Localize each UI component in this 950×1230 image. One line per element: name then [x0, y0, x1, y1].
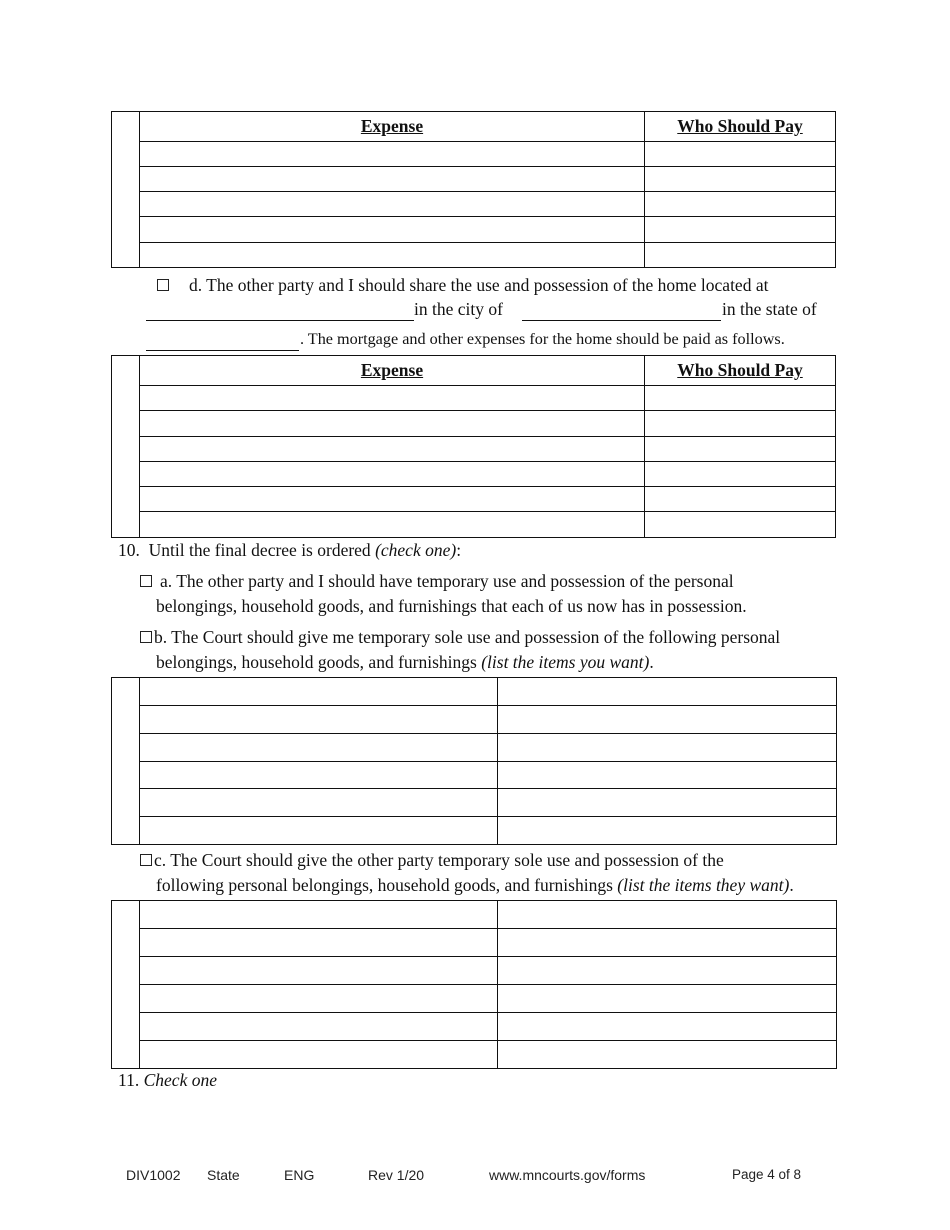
item-cell[interactable] [140, 706, 498, 734]
payer-cell[interactable] [645, 437, 836, 462]
item-10b-line2 [156, 654, 654, 672]
in-city-label: in the city of [414, 299, 503, 319]
item-10-colon: : [456, 540, 462, 560]
item-10b-line1: b. The Court should give me temporary sole use and possession of the following personal [154, 627, 781, 647]
item-cell[interactable] [140, 789, 498, 817]
item-cell[interactable] [140, 1041, 498, 1069]
expense-cell[interactable] [140, 386, 645, 411]
item-11-text: Check one [143, 1070, 217, 1090]
item-cell[interactable] [498, 678, 837, 706]
payer-cell[interactable] [645, 167, 836, 192]
item-10-text: Until the final decree is ordered [148, 540, 371, 560]
item-cell[interactable] [140, 817, 498, 845]
expense-cell[interactable] [140, 217, 645, 243]
item-9d-line3: . The mortgage and other expenses for the home should be paid as follows. [300, 330, 785, 348]
footer-form-id: DIV1002 [126, 1167, 181, 1183]
payer-cell[interactable] [645, 217, 836, 243]
item-cell[interactable] [140, 957, 498, 985]
expense-cell[interactable] [140, 512, 645, 538]
item-cell[interactable] [498, 1013, 837, 1041]
item-cell[interactable] [498, 789, 837, 817]
checkbox-10c[interactable] [140, 854, 152, 866]
footer-jurisdiction: State [207, 1167, 240, 1183]
item-cell[interactable] [498, 901, 837, 929]
home-address-field[interactable] [146, 320, 414, 321]
expense-cell[interactable] [140, 487, 645, 512]
item-10b-line2-text: belongings, household goods, and furnishings [156, 652, 482, 672]
expense-cell[interactable] [140, 243, 645, 268]
item-10c-instruction: (list the items they want) [617, 875, 790, 895]
footer-url[interactable]: www.mncourts.gov/forms [489, 1167, 646, 1183]
item-10c-period: . [789, 875, 794, 895]
item-cell[interactable] [498, 985, 837, 1013]
item-10c-line2-text: following personal belongings, household goods, and furnishings [156, 875, 618, 895]
payer-cell[interactable] [645, 462, 836, 487]
item-10-heading [118, 542, 461, 560]
who-should-pay-header: Who Should Pay [645, 356, 836, 386]
item-10b-period: . [649, 652, 654, 672]
expense-cell[interactable] [140, 437, 645, 462]
item-10c-line1: c. The Court should give the other party temporary sole use and possession of the [154, 850, 724, 870]
item-cell[interactable] [140, 678, 498, 706]
expense-header: Expense [140, 112, 645, 142]
item-10-note: (check one) [375, 540, 457, 560]
expense-table-2 [111, 355, 836, 538]
state-field[interactable] [146, 350, 299, 351]
item-cell[interactable] [140, 1013, 498, 1041]
in-state-label: in the state of [722, 299, 817, 319]
footer-page-number: Page 4 of 8 [732, 1167, 802, 1182]
payer-cell[interactable] [645, 243, 836, 268]
expense-cell[interactable] [140, 142, 645, 167]
expense-cell[interactable] [140, 167, 645, 192]
payer-cell[interactable] [645, 192, 836, 217]
item-cell[interactable] [498, 734, 837, 762]
item-cell[interactable] [498, 817, 837, 845]
who-should-pay-header: Who Should Pay [645, 112, 836, 142]
item-cell[interactable] [498, 762, 837, 789]
item-10a-line1: a. The other party and I should have temporary use and possession of the personal [160, 571, 734, 591]
item-11-number: 11. [118, 1070, 140, 1090]
footer-language: ENG [284, 1167, 315, 1183]
payer-cell[interactable] [645, 142, 836, 167]
expense-cell[interactable] [140, 462, 645, 487]
payer-cell[interactable] [645, 411, 836, 437]
item-10a-line2: belongings, household goods, and furnishings that each of us now has in possession. [156, 596, 747, 616]
item-cell[interactable] [498, 1041, 837, 1069]
item-cell[interactable] [498, 706, 837, 734]
item-10b-instruction: (list the items you want) [481, 652, 650, 672]
footer-revision: Rev 1/20 [368, 1167, 425, 1183]
city-field[interactable] [522, 320, 721, 321]
items-you-want-table [111, 677, 837, 845]
item-10-number: 10. [118, 540, 140, 560]
item-cell[interactable] [498, 957, 837, 985]
item-cell[interactable] [140, 929, 498, 957]
item-cell[interactable] [140, 985, 498, 1013]
item-cell[interactable] [498, 929, 837, 957]
expense-header: Expense [140, 356, 645, 386]
checkbox-9d[interactable] [157, 279, 169, 291]
expense-cell[interactable] [140, 192, 645, 217]
checkbox-10b[interactable] [140, 631, 152, 643]
checkbox-10a[interactable] [140, 575, 152, 587]
expense-table-1 [111, 111, 836, 268]
expense-cell[interactable] [140, 411, 645, 437]
item-10c-line2 [156, 877, 794, 895]
payer-cell[interactable] [645, 487, 836, 512]
item-9d-line1: d. The other party and I should share the use and possession of the home located at [189, 275, 769, 295]
payer-cell[interactable] [645, 386, 836, 411]
item-cell[interactable] [140, 734, 498, 762]
payer-cell[interactable] [645, 512, 836, 538]
items-they-want-table [111, 900, 837, 1069]
item-11-heading [118, 1072, 217, 1090]
item-cell[interactable] [140, 762, 498, 789]
item-cell[interactable] [140, 901, 498, 929]
